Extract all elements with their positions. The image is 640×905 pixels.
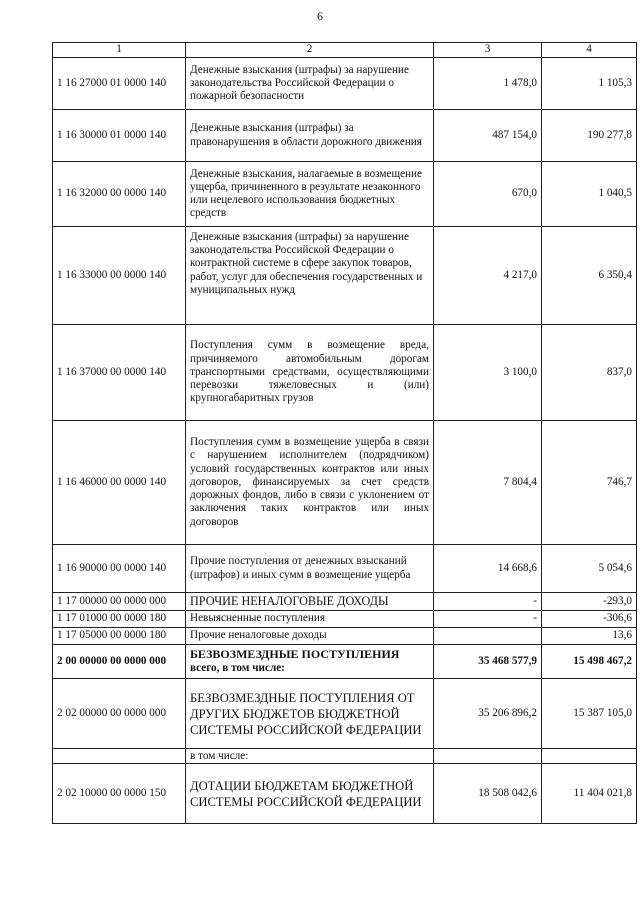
- row-value-col3: [434, 628, 542, 645]
- row-code: 1 16 27000 01 0000 140: [53, 58, 186, 110]
- header-row: [53, 43, 637, 58]
- row-value-col3: 18 508 042,6: [434, 764, 542, 824]
- table-row: [53, 611, 637, 628]
- row-value-col3: 35 206 896,2: [434, 679, 542, 749]
- row-code: 1 16 37000 00 0000 140: [53, 325, 186, 421]
- table-row: [53, 749, 637, 764]
- row-value-col3: -: [434, 611, 542, 628]
- table-row: [53, 58, 637, 110]
- row-value-col3: 670,0: [434, 162, 542, 227]
- row-value-col4: -293,0: [542, 593, 637, 611]
- table-row: [53, 110, 637, 162]
- column-header: 2: [186, 43, 434, 58]
- row-description: Поступления сумм в возмещение вреда, причиняемого автомобильным дорогам транспортными средствами, осуществляющими перевозки тяжеловесных и (или) крупногабаритных грузов: [186, 325, 434, 421]
- row-value-col4: [542, 749, 637, 764]
- row-description: [186, 645, 434, 679]
- table-row: [53, 593, 637, 611]
- row-value-col4: 837,0: [542, 325, 637, 421]
- row-description: БЕЗВОЗМЕЗДНЫЕ ПОСТУПЛЕНИЯ ОТ ДРУГИХ БЮДЖЕТОВ БЮДЖЕТНОЙ СИСТЕМЫ РОССИЙСКОЙ ФЕДЕРАЦИИ: [186, 679, 434, 749]
- table-row: [53, 421, 637, 545]
- row-value-col3: [434, 749, 542, 764]
- row-code: 1 16 32000 00 0000 140: [53, 162, 186, 227]
- row-description: Прочие поступления от денежных взысканий (штрафов) и иных сумм в возмещение ущерба: [186, 545, 434, 593]
- row-value-col4: 15 387 105,0: [542, 679, 637, 749]
- row-description: Денежные взыскания (штрафы) за правонарушения в области дорожного движения: [186, 110, 434, 162]
- row-code: 1 16 30000 01 0000 140: [53, 110, 186, 162]
- row-code: 1 16 46000 00 0000 140: [53, 421, 186, 545]
- column-header: 1: [53, 43, 186, 58]
- table-row: [53, 764, 637, 824]
- column-header: 4: [542, 43, 637, 58]
- row-value-col4: 1 105,3: [542, 58, 637, 110]
- row-code: [53, 749, 186, 764]
- row-value-col3: 7 804,4: [434, 421, 542, 545]
- row-value-col4: 5 054,6: [542, 545, 637, 593]
- row-value-col3: 14 668,6: [434, 545, 542, 593]
- row-value-col4: 190 277,8: [542, 110, 637, 162]
- row-value-col4: 6 350,4: [542, 227, 637, 325]
- column-header: 3: [434, 43, 542, 58]
- row-value-col3: 3 100,0: [434, 325, 542, 421]
- row-description: Поступления сумм в возмещение ущерба в связи с нарушением исполнителем (подрядчиком) условий государственных контрактов или иных договоров, финансируемых за счет средств дорожных фондов, либо в связи с уклонением от заключения таких контрактов или иных договоров: [186, 421, 434, 545]
- row-code: 2 00 00000 00 0000 000: [53, 645, 186, 679]
- row-value-col4: 746,7: [542, 421, 637, 545]
- table-row: [53, 628, 637, 645]
- row-description-line1: БЕЗВОЗМЕЗДНЫЕ ПОСТУПЛЕНИЯ: [190, 647, 400, 662]
- row-value-col4: 13,6: [542, 628, 637, 645]
- row-description: в том числе:: [186, 749, 434, 764]
- row-description: ПРОЧИЕ НЕНАЛОГОВЫЕ ДОХОДЫ: [186, 593, 434, 611]
- table-row: [53, 645, 637, 679]
- row-description: ДОТАЦИИ БЮДЖЕТАМ БЮДЖЕТНОЙ СИСТЕМЫ РОССИЙСКОЙ ФЕДЕРАЦИИ: [186, 764, 434, 824]
- table-row: [53, 227, 637, 325]
- row-description: Прочие неналоговые доходы: [186, 628, 434, 645]
- row-value-col3: -: [434, 593, 542, 611]
- row-code: 1 16 33000 00 0000 140: [53, 227, 186, 325]
- row-description: Денежные взыскания (штрафы) за нарушение законодательства Российской Федерации о пожарной безопасности: [186, 58, 434, 110]
- table-row: [53, 162, 637, 227]
- table-row: [53, 545, 637, 593]
- row-description: Денежные взыскания, налагаемые в возмещение ущерба, причиненного в результате незаконного или нецелевого использования бюджетных средств: [186, 162, 434, 227]
- row-description: Денежные взыскания (штрафы) за нарушение законодательства Российской Федерации о контрактной системе в сфере закупок товаров, работ, услуг для обеспечения государственных и муниципальных нужд: [186, 227, 434, 325]
- row-code: 1 16 90000 00 0000 140: [53, 545, 186, 593]
- row-value-col3: 487 154,0: [434, 110, 542, 162]
- row-value-col3: 1 478,0: [434, 58, 542, 110]
- budget-table: [52, 42, 637, 824]
- row-code: 2 02 00000 00 0000 000: [53, 679, 186, 749]
- table-row: [53, 679, 637, 749]
- row-description: Невыясненные поступления: [186, 611, 434, 628]
- row-code: 1 17 00000 00 0000 000: [53, 593, 186, 611]
- row-value-col3: 35 468 577,9: [434, 645, 542, 679]
- row-value-col4: -306,6: [542, 611, 637, 628]
- table-row: [53, 325, 637, 421]
- row-code: 1 17 05000 00 0000 180: [53, 628, 186, 645]
- row-value-col4: 11 404 021,8: [542, 764, 637, 824]
- row-value-col4: 15 498 467,2: [542, 645, 637, 679]
- row-value-col3: 4 217,0: [434, 227, 542, 325]
- row-value-col4: 1 040,5: [542, 162, 637, 227]
- row-description-line2: всего, в том числе:: [190, 661, 285, 674]
- row-code: 2 02 10000 00 0000 150: [53, 764, 186, 824]
- page-number: 6: [317, 9, 323, 23]
- row-code: 1 17 01000 00 0000 180: [53, 611, 186, 628]
